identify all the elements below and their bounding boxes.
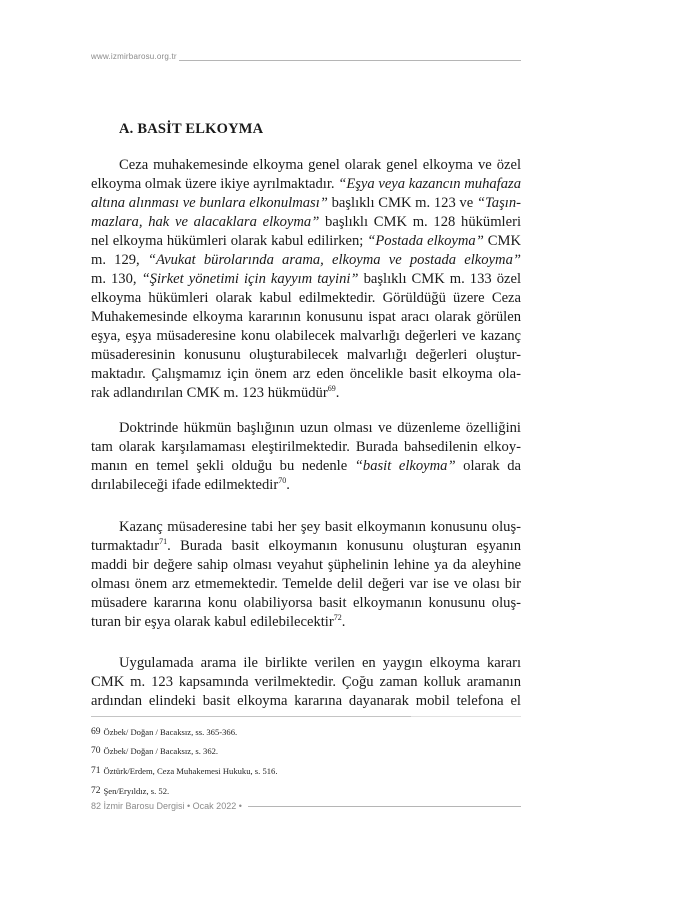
section-heading: A. BASİT ELKOYMA bbox=[119, 121, 264, 137]
header-rule bbox=[179, 60, 521, 61]
text-line: maddi bir değere sahip olması veyahut şüphelinin lehine ya da aleyhine bbox=[91, 557, 521, 573]
paragraph-uygulama bbox=[91, 654, 521, 711]
text-line: CMK m. 123 kapsamında verilmektedir. Çoğu zaman kolluk aramanın bbox=[91, 674, 521, 690]
text-line: m. 129, “Avukat bürolarında arama, elkoyma ve postada elkoyma” bbox=[91, 252, 521, 268]
footnote-ref-70[interactable]: 70 bbox=[278, 476, 287, 486]
text-line: Doktrinde hükmün başlığının uzun olması ve düzenleme özelliğini bbox=[119, 420, 521, 436]
text-line: altına alınması ve bunlara elkonulması” başlıklı CMK m. 123 ve “Taşın- bbox=[91, 195, 521, 211]
text-line: manın en temel şekli olduğu bu nedenle “basit elkoyma” olarak da bbox=[91, 458, 521, 474]
footnote-text: Şen/Eryıldız, s. 52. bbox=[103, 786, 170, 796]
footnote-71 bbox=[91, 766, 278, 777]
footnote-number: 72 bbox=[91, 786, 101, 796]
text-line: elkoyma hükümleri olarak kabul edilmektedir. Görüldüğü üzere Ceza bbox=[91, 290, 521, 306]
text-line: nel elkoyma hükümleri olarak kabul edilirken; “Postada elkoyma” CMK bbox=[91, 233, 521, 249]
footnote-number: 69 bbox=[91, 727, 101, 737]
text-line: ardından elindeki basit elkoyma kararına dayanarak mobil telefona el bbox=[91, 693, 521, 709]
text-line: tam olarak karşılamaması eleştirilmektedir. Burada bahsedilenin elkoy- bbox=[91, 439, 521, 455]
text-line: eşya, eşya müsaderesine konu olabilecek malvarlığı değerleri ve kazanç bbox=[91, 328, 521, 344]
text-line: Uygulamada arama ile birlikte verilen en yaygın elkoyma kararı bbox=[119, 655, 521, 671]
text-line: dırılabileceği ifade edilmektedir$^{70}$. bbox=[91, 476, 290, 493]
paragraph-basit-elkoyma-intro bbox=[91, 156, 521, 403]
footer-text: 82 İzmir Barosu Dergisi • Ocak 2022 • bbox=[91, 801, 248, 811]
footnote-70 bbox=[91, 746, 218, 757]
text-line: Kazanç müsaderesine tabi her şey basit elkoymanın konusunu oluş- bbox=[119, 519, 521, 535]
text-line: olması önem arz etmemektedir. Temelde delil değeri var ise ve olası bir bbox=[91, 576, 521, 592]
text-line: Muhakemesinde elkoyma kararının konusunu ispat aracı olarak görülen bbox=[91, 309, 521, 325]
footnote-69 bbox=[91, 727, 237, 738]
footnote-text: Özbek/ Doğan / Bacaksız, ss. 365-366. bbox=[103, 727, 238, 737]
text-line: Ceza muhakemesinde elkoyma genel olarak genel elkoyma ve özel bbox=[119, 157, 521, 173]
paragraph-kazanc-musaderesi bbox=[91, 518, 521, 632]
footnote-separator bbox=[91, 716, 521, 717]
footnote-ref-71[interactable]: 71 bbox=[159, 537, 168, 547]
text-line: turan bir eşya olarak kabul edilebilecektir$^{72}$. bbox=[91, 613, 346, 630]
text-line: m. 130, “Şirket yönetimi için kayyım tayini” başlıklı CMK m. 133 özel bbox=[91, 271, 521, 287]
running-footer bbox=[91, 801, 521, 815]
footnote-text: Öztürk/Erdem, Ceza Muhakemesi Hukuku, s. 516. bbox=[103, 766, 278, 776]
text-line: müsaderesinin konusunu oluşturabilecek malvarlığı değerleri oluştur- bbox=[91, 347, 521, 363]
footnote-72 bbox=[91, 786, 169, 797]
text-line: turmaktadır$^{71}$. Burada basit elkoymanın konusunu oluşturan eşyanın bbox=[91, 537, 521, 554]
running-header bbox=[91, 52, 521, 68]
footnote-ref-69[interactable]: 69 bbox=[327, 384, 336, 394]
footnote-number: 71 bbox=[91, 766, 101, 776]
text-line: maktadır. Çalışmamız için önem arz eden öncelikle basit elkoyma ola- bbox=[91, 366, 521, 382]
footnote-number: 70 bbox=[91, 746, 101, 756]
text-line: rak adlandırılan CMK m. 123 hükmüdür$^{69}$. bbox=[91, 384, 340, 401]
footnote-ref-72[interactable]: 72 bbox=[333, 613, 342, 623]
footnote-text: Özbek/ Doğan / Bacaksız, s. 362. bbox=[103, 746, 219, 756]
header-url: www.izmirbarosu.org.tr bbox=[91, 52, 177, 61]
text-line: mazlara, hak ve alacaklara elkoyma” başlıklı CMK m. 128 hükümleri bbox=[91, 214, 521, 230]
text-line: elkoyma olmak üzere ikiye ayrılmaktadır. “Eşya veya kazancın muhafaza bbox=[91, 176, 521, 192]
paragraph-doktrin bbox=[91, 419, 521, 495]
text-line: müsadere kararına konu olabiliyorsa basit elkoymanın konusunu oluş- bbox=[91, 595, 521, 611]
